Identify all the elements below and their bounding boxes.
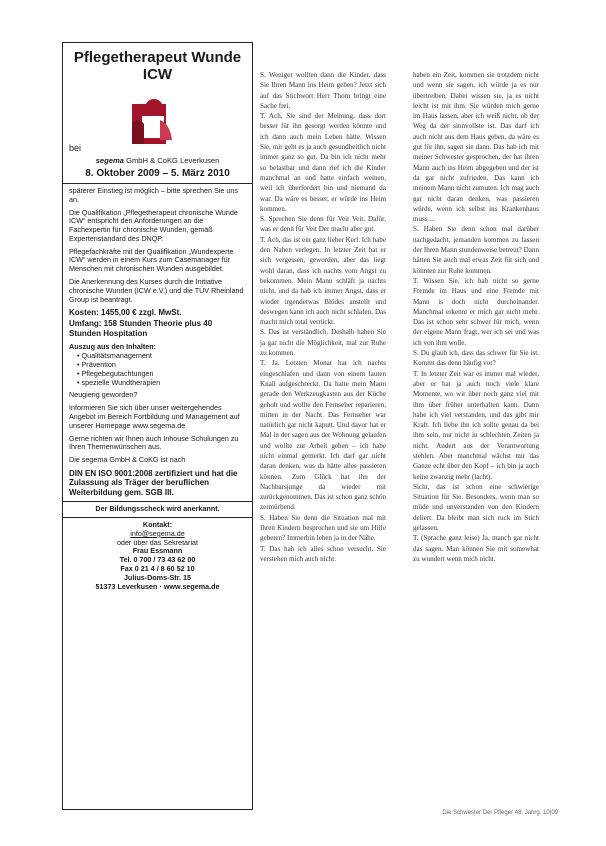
list-item: • Prävention bbox=[77, 361, 246, 370]
paragraph: T. Ach, Sie sind der Meinung, dass dort besser für ihn gesorgt werden könnte und ich dann auch mein Leben hätte. Wissen Sie, mir geht es ja auch gesundheitlich nicht immer ganz so gut. Da bin ich nicht mehr so belastbar und dann rief ich die Kinder manchmal an und hatte einfach weinen, weil ich überfordert bin und niemand da war. Da wäre es besser, er würde ins Heim kommen. bbox=[260, 112, 386, 213]
list-item: • spezielle Wundtherapien bbox=[77, 379, 246, 388]
paragraph: haben ein Zeit, kommen sie trotzdem nicht und wenn sie sagen, ich würde ja es nur übertreiben. Dabei wissen sie, ja es nicht leicht ist mit ihm. Sie würden mich gerne im Haus lassen, aber ich weiß nicht, ob der Weg da der sinnvollste ist. Das darf ich auch nicht aus dem Haus geben, da wäre es gut für ihn, sagen sie dann. Das hab ich mit meiner Schwester gesprochen, der hat ihren Mann auch ins Heim abgegeben und der ist da gar nicht zufrieden. Das kann ich meinem Mann nicht zumuten. Ich mag auch gar nicht daran denken, was passieren würde, wenn ich selbst ins Krankenhaus muss ... bbox=[413, 71, 539, 224]
paragraph: T. In letzter Zeit war es immer mal wieder, aber er hat ja auch noch viele klare Momente, wo wir über noch ganz viel mit ihm über früher unterhalten kann. Dann habe ich viel verstanden, und das gibt mir Kraft. Ich liebe ihn ich sollte genau da bei ihm sein, nur nicht in schlechten Zeiten ja nicht. Andert aus der Verantwortung stehlen. Aber manchmal wächst mir das Ganze echt über den Kopf – ich bin ja auch keine zwanzig mehr (lacht). bbox=[413, 369, 539, 481]
ad-title: Pflegetherapeut Wunde ICW bbox=[73, 49, 242, 84]
page-footer: Die Schwester Der Pfleger 48. Jahrg. 10|09 bbox=[442, 810, 558, 816]
certified-text: Die segema GmbH & CoKG ist nach bbox=[69, 455, 186, 465]
din-certification: DIN EN ISO 9001:2008 zertifiziert und hat die Zulassung als Träger der beruflichen Weiterbildung gem. SGB III. bbox=[69, 468, 238, 497]
email-link[interactable]: info@segema.de bbox=[130, 528, 185, 538]
paragraph: T. Ja. Letzten Monat hat ich nachts eingeschlafen und dann von einem lauten Knall aufgeschreckt. Da hatte mein Mann gerade den Werkzeugkasten aus der Küche geholt und wollte den Fernseher reparieren, mitten in der Nacht. Das Fernseher war natürlich gar nicht kaputt. Und davor hat er Mal in der sagen aus der Wohnung gelaufen und wollte zur Arbeit gehen – ich habe nicht einmal gemerkt. Ich darf gar nicht daran denken, was da hätte alles passieren können. Zum Glück hat ihn der Nachbarsjunge da wieder mit zurückgenommen. Das ist schon ganz schön zermürbend. bbox=[260, 359, 386, 512]
phone-number: Tel. 0 700 / 73 43 62 00 bbox=[119, 555, 196, 565]
list-item: • Pflegebegutachtungen bbox=[77, 370, 246, 379]
list-item: • Qualitätsmanagement bbox=[77, 352, 246, 361]
street-address: Julius-Doms-Str. 15 bbox=[123, 572, 192, 582]
article-column-2 bbox=[413, 70, 539, 820]
divider bbox=[63, 183, 252, 184]
contact-heading: Kontakt: bbox=[142, 520, 173, 530]
late-entry-text: späterer Einstieg ist möglich – bitte sprechen Sie uns an. bbox=[69, 185, 238, 204]
company-brand: segema bbox=[95, 155, 124, 165]
contents-heading: Auszug aus den Inhalten: bbox=[69, 341, 157, 351]
divider bbox=[63, 517, 252, 518]
paragraph: S. Haben Sie denn die Situation mal mit Ihren Kindern besprochen und sie um Hilfe gebeten? Immerhin leben ja in der Nähe. bbox=[260, 513, 386, 543]
qualification-text: Die Qualifikation „Pflegetherapeut chronische Wunde ICW“ entspricht den Anforderungen an die Fachexpertin für chronische Wunden, gemäß Expertenstandard des DNQP. bbox=[69, 207, 238, 243]
paragraph: S. Sprechen Sie denn für Veit Veit. Dafür, was er denn für Veit Der macht aber gut. bbox=[260, 215, 386, 234]
segema-logo bbox=[124, 94, 180, 152]
paragraph: Sicht, das ist schon eine schwierige Situation für Sie. Besonders, wenn man so müde und unverstanden von den Kindern deliert. Da bleibt man sich ruck im Stich gelassen. bbox=[413, 482, 539, 533]
contact-name: Frau Essmann bbox=[132, 546, 183, 556]
paragraph: T. Das hab ich alles schon versucht. Sie verstehen mich auch nicht. bbox=[260, 544, 386, 563]
course-dates: 8. Oktober 2009 – 5. März 2010 bbox=[85, 167, 230, 179]
bildungsscheck-text: Der Bildungsscheck wird anerkannt. bbox=[95, 504, 220, 514]
logo-row bbox=[69, 88, 246, 154]
recognition-text: Die Anerkennung des Kurses durch die Initiative chronische Wunden (ICW e.V.) und die TÜV Rheinland Group ist beantragt. bbox=[69, 276, 244, 304]
company-line bbox=[69, 156, 246, 165]
company-name: GmbH & CoKG Leverkusen bbox=[123, 155, 220, 165]
paragraph: S. Du glaub ich, dass das schwer für Sie ist. Kommt das denn häufig vor? bbox=[413, 349, 539, 368]
advertisement-box bbox=[62, 42, 253, 810]
divider bbox=[63, 501, 252, 502]
city-website: 51373 Leverkusen · www.segema.de bbox=[95, 581, 220, 591]
contact-block bbox=[69, 521, 246, 591]
contents-list bbox=[77, 352, 246, 387]
paragraph: T. (Sprache ganz leise) Ja, manch gar nicht das sagen. Man können Sie mit somewhat zu wundert wenn mich nicht. bbox=[413, 534, 539, 563]
casemanager-text: Pflegefachkräfte mit der Qualifikation „Wundexperte ICW“ werden in einem Kurs zum Casemanager für Menschen mit chronischen Wunden ausgebildet. bbox=[69, 246, 234, 274]
paragraph: S. Das ist verständlich. Deshalb haben Sie ja gar nicht die Möglichkeit, mal zur Ruhe zu kommen. bbox=[260, 328, 386, 358]
secretariat-text: oder über das Sekretariat bbox=[116, 537, 199, 547]
homepage-text: Informieren Sie sich über unser weitergehendes Angebot im Bereich Fortbildung und Management auf unserer Homepage www.segema.de bbox=[69, 403, 240, 430]
inhouse-text: Gerne richten wir Ihnen auch Inhouse Schulungen zu Ihren Themenwünschen aus. bbox=[69, 433, 239, 452]
paragraph: T. Ach, das ist ein ganz lieber Kerl. Ich habe den Nahen verlegen. In letzter Zeit hat er sich vergessen, geworden, aber das liegt wohl daran, dass ich nachts vom Angst zu bekommen. Mein Mann schläft ja nachts nicht, und da hab ich immer Angst, dass er wieder irgendetwas Blödes anstellt und deswegen kann ich auch nicht schlafen. Das macht mich total verrückt. bbox=[260, 235, 386, 327]
scope: Umfang: 158 Stunden Theorie plus 40 Stunden Hospitation bbox=[69, 319, 213, 338]
fax-number: Fax 0 21 4 / 8 60 52 10 bbox=[120, 563, 195, 573]
paragraph: S. Haben Sie denn schon mal darüber nachgedacht, jemanden kommen zu lassen der Ihren Mann stundenweise betreut? Dann hätten Sie auch mal etwas Zeit für sich und könnten zur Ruhe kommen. bbox=[413, 225, 539, 275]
paragraph: S. Weniger wollten dann die Kinder, dass Sie Ihren Mann ins Heim geben? Jetzt sich auf das Stichwort Herr Thom bringt eine Sache frei. bbox=[260, 71, 386, 110]
article-column-1 bbox=[260, 70, 386, 820]
bei-label: bei bbox=[69, 142, 82, 153]
paragraph: T. Wissen Sie, ich hab nicht so gerne Fremde im Haus und eine Fremde mit Mann is doch nicht durcheinander. Manchmal erkennt er mich gar nicht mehr. Das ist schon sehr schwer für mich, wenn der eigene Mann fragt, wer ich sei und was ich von ihm wolle. bbox=[413, 276, 539, 347]
price: Kosten: 1455,00 € zzgl. MwSt. bbox=[69, 308, 182, 318]
curious-text: Neugierig geworden? bbox=[69, 390, 138, 400]
